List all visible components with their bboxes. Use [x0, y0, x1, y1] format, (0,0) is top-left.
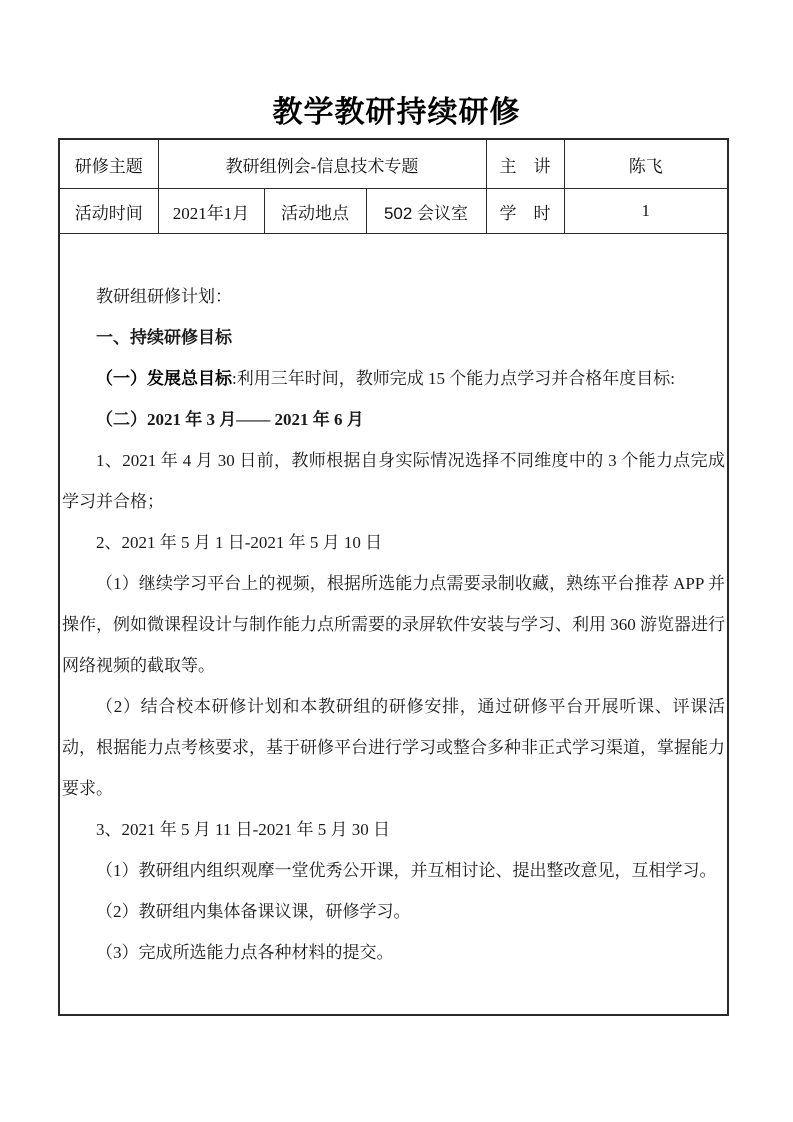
goal-rest-text: :利用三年时间，教师完成 15 个能力点学习并合格年度目标:	[232, 368, 675, 388]
page-title: 教学教研持续研修	[272, 96, 521, 129]
training-record-table	[58, 138, 729, 1016]
speaker-value-cell: 陈飞	[564, 139, 728, 189]
place-value-cell: 502 会议室	[366, 189, 486, 234]
paragraph-goal	[62, 358, 725, 399]
speaker-label-cell: 主 讲	[486, 139, 564, 189]
time-label-cell: 活动时间	[59, 189, 158, 234]
plan-body-cell	[59, 234, 728, 1016]
topic-value-cell: 教研组例会-信息技术专题	[158, 139, 486, 189]
hours-value-cell: 1	[564, 189, 728, 234]
place-label-cell: 活动地点	[264, 189, 366, 234]
paragraph-step-2: 2、2021 年 5 月 1 日-2021 年 5 月 10 日	[96, 532, 383, 552]
topic-label-cell: 研修主题	[59, 139, 158, 189]
goal-bold-lead: （一）发展总目标	[96, 368, 232, 388]
paragraph-step-3: 3、2021 年 5 月 11 日-2021 年 5 月 30 日	[96, 819, 391, 839]
paragraph-plan-heading: 教研组研修计划：	[96, 286, 232, 306]
paragraph-step-3-item-1: （1）教研组内组织观摩一堂优秀公开课，并互相讨论、提出整改意见，互相学习。	[96, 860, 717, 880]
paragraph-step-1: 1、2021 年 4 月 30 日前，教师根据自身实际情况选择不同维度中的 3 个能力点完成学习并合格；	[62, 450, 725, 511]
paragraph-phase-heading: （二）2021 年 3 月—— 2021 年 6 月	[96, 409, 364, 429]
paragraph-section-1-heading: 一、持续研修目标	[96, 327, 232, 347]
paragraph-step-2-item-1: （1）继续学习平台上的视频，根据所选能力点需要录制收藏，熟练平台推荐 APP 并操作，例如微课程设计与制作能力点所需要的录屏软件安装与学习、利用 360 游览器进行网络视频的截取等。	[62, 573, 725, 675]
hours-label-cell: 学 时	[486, 189, 564, 234]
time-value-cell: 2021年1月	[158, 189, 264, 234]
table-row-activity	[59, 189, 728, 234]
paragraph-step-3-item-3: （3）完成所选能力点各种材料的提交。	[96, 942, 394, 962]
paragraph-step-2-item-2: （2）结合校本研修计划和本教研组的研修安排，通过研修平台开展听课、评课活动，根据能力点考核要求，基于研修平台进行学习或整合多种非正式学习渠道，掌握能力要求。	[62, 696, 725, 798]
paragraph-step-3-item-2: （2）教研组内集体备课议课，研修学习。	[96, 901, 411, 921]
table-row-body	[59, 234, 728, 1016]
table-row-topic	[59, 139, 728, 189]
